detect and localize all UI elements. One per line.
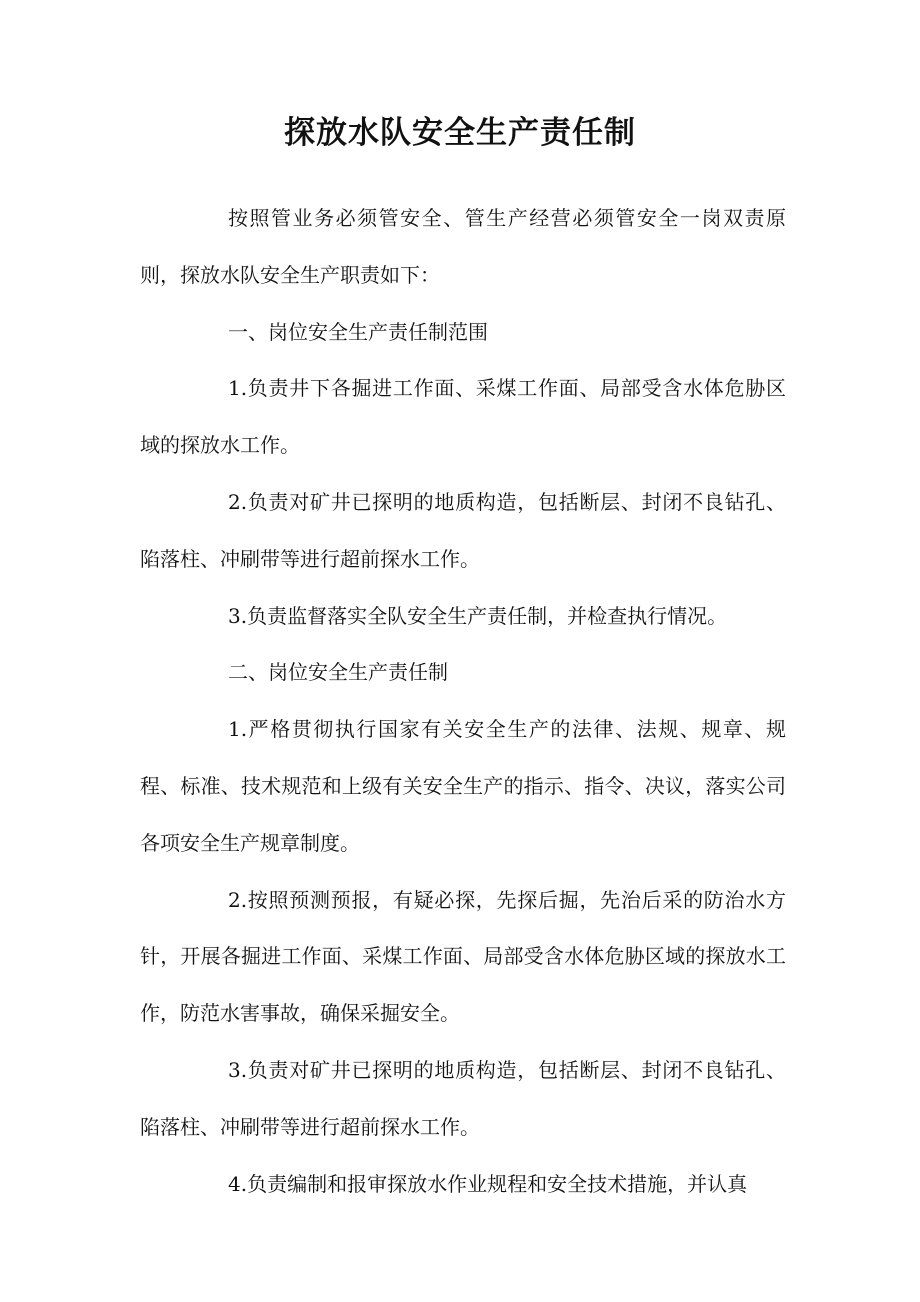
document-title: 探放水队安全生产责任制 [284, 115, 636, 151]
scope-item-1: 1.负责井下各掘进工作面、采煤工作面、局部受含水体危胁区域的探放水工作。 [140, 376, 786, 458]
document-body [140, 190, 786, 1212]
section-heading-scope: 一、岗位安全生产责任制范围 [228, 319, 488, 344]
scope-item-2: 2.负责对矿井已探明的地质构造，包括断层、封闭不良钻孔、陷落柱、冲刷带等进行超前探水工作。 [140, 489, 786, 571]
responsibility-item-3: 3.负责对矿井已探明的地质构造，包括断层、封闭不良钻孔、陷落柱、冲刷带等进行超前探水工作。 [140, 1057, 786, 1139]
section-heading-responsibility: 二、岗位安全生产责任制 [228, 660, 448, 685]
intro-paragraph: 按照管业务必须管安全、管生产经营必须管安全一岗双责原则，探放水队安全生产职责如下： [140, 206, 786, 287]
responsibility-item-1: 1.严格贯彻执行国家有关安全生产的法律、法规、规章、规程、标准、技术规范和上级有关安全生产的指示、指令、决议，落实公司各项安全生产规章制度。 [140, 717, 786, 855]
responsibility-item-2: 2.按照预测预报，有疑必探，先探后掘，先治后采的防治水方针，开展各掘进工作面、采煤工作面、局部受含水体危胁区域的探放水工作，防范水害事故，确保采掘安全。 [140, 887, 786, 1026]
responsibility-item-4: 4.负责编制和报审探放水作业规程和安全技术措施，并认真 [228, 1171, 748, 1196]
scope-item-3: 3.负责监督落实全队安全生产责任制，并检查执行情况。 [228, 603, 728, 628]
